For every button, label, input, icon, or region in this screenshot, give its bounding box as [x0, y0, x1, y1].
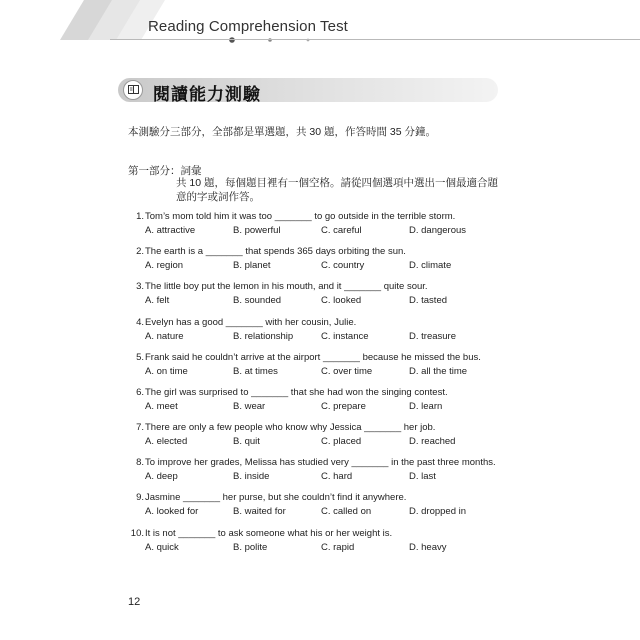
option-a: A. quick — [145, 542, 179, 553]
option-b: B. waited for — [233, 506, 286, 517]
option-a: A. nature — [145, 331, 184, 342]
option-a: A. elected — [145, 436, 188, 447]
part-title: 第一部分：詞彙 — [128, 165, 202, 177]
option-a: A. region — [145, 260, 184, 271]
question-number: 1. — [136, 211, 144, 222]
option-c: C. careful — [321, 225, 362, 236]
question-item — [128, 422, 508, 450]
option-c: C. looked — [321, 295, 362, 306]
option-a: A. meet — [145, 401, 178, 412]
question-number: 4. — [136, 317, 144, 328]
question-item — [128, 246, 508, 274]
book-icon — [128, 85, 139, 94]
page-number: 12 — [128, 596, 141, 608]
option-d: D. dropped in — [409, 506, 467, 517]
question-number: 9. — [136, 492, 144, 503]
option-c: C. called on — [321, 506, 372, 517]
question-item — [128, 528, 508, 556]
option-d: D. dangerous — [409, 225, 467, 236]
option-b: B. inside — [233, 471, 270, 482]
question-number: 7. — [136, 422, 144, 433]
question-number: 8. — [136, 457, 144, 468]
option-a: A. attractive — [145, 225, 196, 236]
part-description: 共 10 題，每個題目裡有一個空格。請從四個選項中選出一個最適合題意的字或詞作答。 — [176, 177, 499, 203]
question-text: Evelyn has a good _______ with her cousin, Julie. — [145, 317, 357, 328]
option-d: D. heavy — [409, 542, 447, 553]
option-c: C. prepare — [321, 401, 366, 412]
question-text: It is not _______ to ask someone what his or her weight is. — [145, 528, 393, 539]
question-text: The little boy put the lemon in his mouth, and it _______ quite sour. — [145, 281, 428, 292]
question-text: The earth is a _______ that spends 365 days orbiting the sun. — [145, 246, 406, 257]
option-c: C. instance — [321, 331, 369, 342]
option-d: D. treasure — [409, 331, 456, 342]
option-d: D. reached — [409, 436, 456, 447]
question-item — [128, 387, 508, 415]
option-d: D. tasted — [409, 295, 448, 306]
option-c: C. hard — [321, 471, 353, 482]
option-b: B. polite — [233, 542, 268, 553]
option-c: C. over time — [321, 366, 373, 377]
option-b: B. planet — [233, 260, 271, 271]
option-b: B. relationship — [233, 331, 294, 342]
question-text: There are only a few people who know why Jessica _______ her job. — [145, 422, 436, 433]
question-text: To improve her grades, Melissa has studied very _______ in the past three months. — [145, 457, 496, 468]
option-c: C. rapid — [321, 542, 355, 553]
question-item — [128, 317, 508, 345]
option-b: B. quit — [233, 436, 260, 447]
option-a: A. felt — [145, 295, 170, 306]
question-item — [128, 492, 508, 520]
question-number: 5. — [136, 352, 144, 363]
header-title: Reading Comprehension Test — [148, 18, 348, 35]
question-text: Tom’s mom told him it was too _______ to go outside in the terrible storm. — [145, 211, 456, 222]
question-item — [128, 211, 508, 239]
question-text: The girl was surprised to _______ that she had won the singing contest. — [145, 387, 448, 398]
option-d: D. climate — [409, 260, 452, 271]
question-number: 6. — [136, 387, 144, 398]
option-b: B. sounded — [233, 295, 282, 306]
option-b: B. powerful — [233, 225, 281, 236]
question-text: Frank said he couldn’t arrive at the airport _______ because he missed the bus. — [145, 352, 481, 363]
question-item — [128, 457, 508, 485]
question-number: 3. — [136, 281, 144, 292]
question-item — [128, 281, 508, 309]
option-b: B. at times — [233, 366, 278, 377]
option-b: B. wear — [233, 401, 266, 412]
test-intro: 本測驗分三部分，全部都是單選題，共 30 題，作答時間 35 分鐘。 — [128, 126, 437, 138]
option-a: A. deep — [145, 471, 178, 482]
option-a: A. looked for — [145, 506, 199, 517]
option-d: D. all the time — [409, 366, 468, 377]
option-c: C. placed — [321, 436, 362, 447]
option-d: D. learn — [409, 401, 443, 412]
question-number: 2. — [136, 246, 144, 257]
question-text: Jasmine _______ her purse, but she couldn’t find it anywhere. — [145, 492, 407, 503]
section-title: 閱讀能力測驗 — [153, 85, 261, 105]
option-c: C. country — [321, 260, 365, 271]
question-number: 10. — [130, 528, 144, 539]
option-a: A. on time — [145, 366, 188, 377]
question-item — [128, 352, 508, 380]
header-rule — [110, 39, 640, 40]
option-d: D. last — [409, 471, 436, 482]
